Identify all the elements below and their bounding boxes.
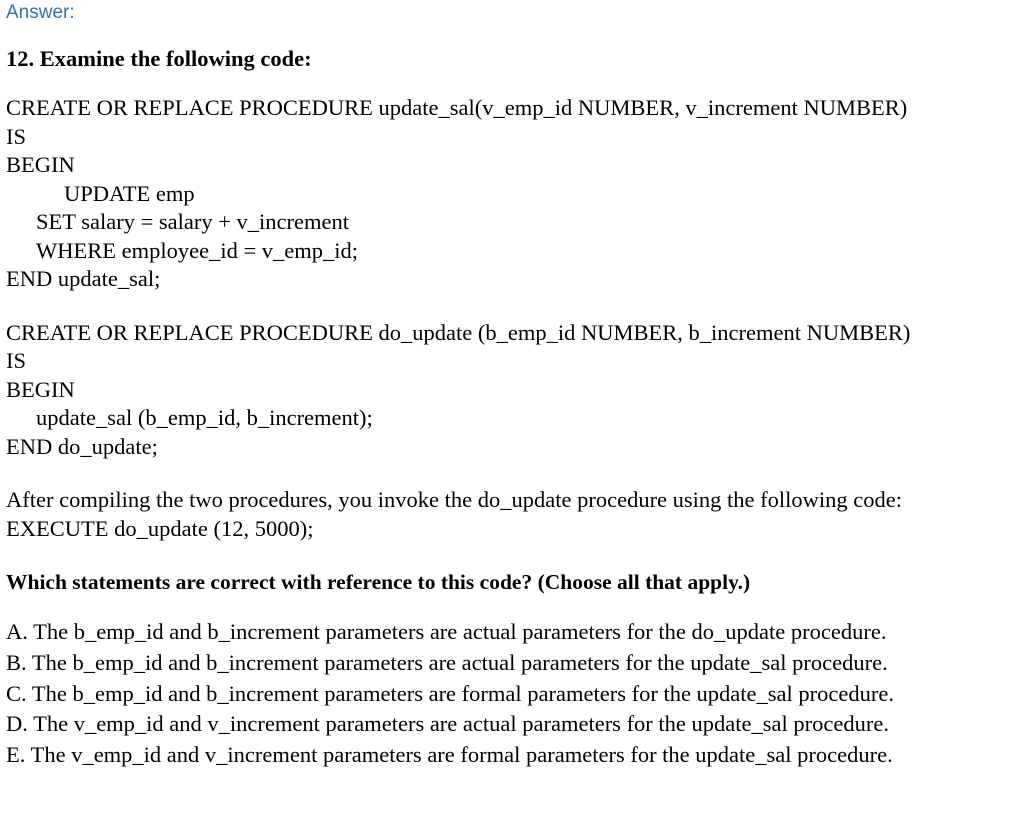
code-line: END do_update;: [6, 433, 158, 459]
answer-label: Answer:: [6, 2, 75, 23]
option-a: A. The b_emp_id and b_increment parameters are actual parameters for the do_update procedure.: [6, 619, 887, 644]
after-compile-text: After compiling the two procedures, you invoke the do_update procedure using the following code:: [6, 487, 903, 512]
question-document: [6, 44, 1016, 771]
code-line: UPDATE emp: [64, 180, 195, 206]
code-line: BEGIN: [6, 376, 75, 402]
option-e: E. The v_emp_id and v_increment parameters are formal parameters for the update_sal procedure.: [6, 742, 893, 768]
code-line: SET salary = salary + v_increment: [36, 209, 350, 234]
code-line: update_sal (b_emp_id, b_increment);: [36, 405, 373, 430]
code-block-do-update: [6, 319, 1016, 462]
option-c: C. The b_emp_id and b_increment parameters are formal parameters for the update_sal procedure.: [6, 680, 894, 706]
code-line: END update_sal;: [6, 266, 161, 291]
execution-description: [6, 486, 1016, 543]
options-list: [6, 617, 1016, 771]
code-line: IS: [6, 348, 27, 373]
code-line: WHERE employee_id = v_emp_id;: [36, 237, 358, 263]
option-b: B. The b_emp_id and b_increment parameters are actual parameters for the update_sal procedure.: [6, 649, 888, 675]
execute-statement: EXECUTE do_update (12, 5000);: [6, 515, 314, 541]
question-prompt: Which statements are correct with reference to this code? (Choose all that apply.): [6, 570, 751, 594]
code-line: IS: [6, 123, 27, 149]
question-title: 12. Examine the following code:: [6, 46, 312, 71]
code-block-update-sal: [6, 94, 1016, 294]
code-line: CREATE OR REPLACE PROCEDURE update_sal(v_emp_id NUMBER, v_increment NUMBER): [6, 95, 908, 120]
code-line: BEGIN: [6, 152, 75, 177]
code-line: CREATE OR REPLACE PROCEDURE do_update (b_emp_id NUMBER, b_increment NUMBER): [6, 319, 911, 345]
option-d: D. The v_emp_id and v_increment parameters are actual parameters for the update_sal procedure.: [6, 711, 889, 737]
